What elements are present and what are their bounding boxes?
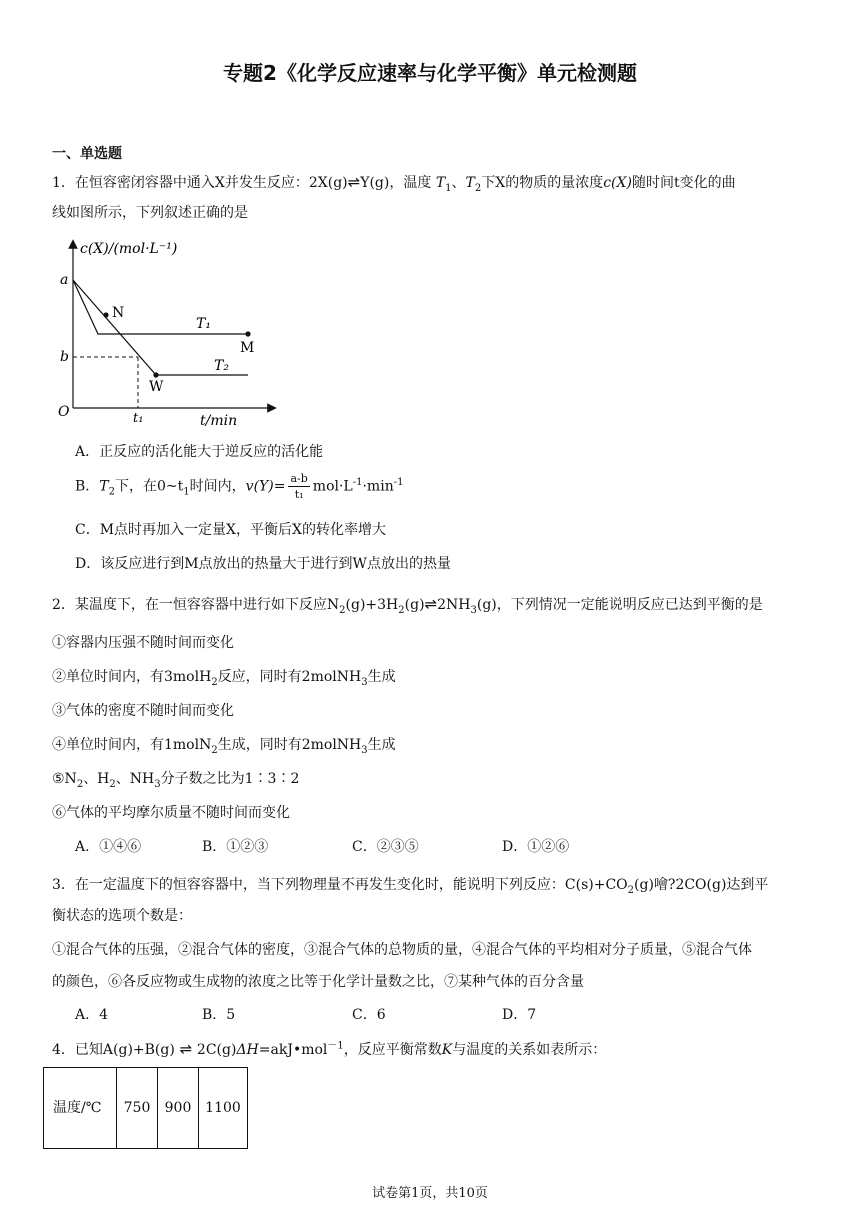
q3-option-c[interactable]: C．6 [352,1007,386,1023]
rate-fraction: $\frac{a-b}{\text{t₁}}$ [290,472,308,501]
q3-stem-line4: 的颜色，⑥各反应物或生成物的浓度之比等于化学计量数之比，⑦某种气体的百分含量 [52,974,584,990]
graph-t1-tick-label: t₁ [133,411,144,426]
graph-m-label: M [240,340,255,356]
graph-x-label: t/min [200,413,238,429]
q3-option-b[interactable]: B．5 [202,1007,236,1023]
q2-item-2: ②单位时间内，有3molH$_2$反应，同时有2molNH$_3$生成 [52,669,396,688]
q1-concentration-graph [50,236,280,436]
graph-n-label: N [112,305,125,321]
graph-T2-label: T₂ [214,358,229,374]
q2-item-5: $⑤N_2$、$H_2$、$NH_3$分子数之比为1∶3∶2 [52,771,300,790]
table-cell-1100: 1100 [199,1068,248,1149]
table-header-cell: 温度/℃ [44,1068,117,1149]
q1-stem-line2: 线如图所示，下列叙述正确的是 [52,205,248,221]
q1-option-a[interactable]: A．正反应的活化能大于逆反应的活化能 [75,444,324,460]
equilibrium-arrow-icon: ⇌ [174,1040,197,1058]
q2-item-4: ④单位时间内，有1molN$_2$生成，同时有2molNH$_3$生成 [52,737,396,756]
q3-stem-line1: 3．在一定温度下的恒容容器中，当下列物理量不再发生变化时，能说明下列反应：$C(s)+CO_2(g)$噲?2CO(g)达到平 [52,877,769,896]
graph-y-label: c(X)/(mol·L⁻¹) [80,241,178,257]
q4-stem: 4．已知A(g)+B(g) ⇌ 2C(g)ΔH=akJ•mol$^{-1}$，反应平衡常数K与温度的关系如表所示： [52,1040,607,1058]
q2-item-3: ③气体的密度不随时间而变化 [52,703,234,719]
q2-option-c[interactable]: C．②③⑤ [352,839,419,855]
q3-option-a[interactable]: A．4 [75,1007,109,1023]
q3-stem-line3: ①混合气体的压强，②混合气体的密度，③混合气体的总物质的量，④混合气体的平均相对分子质量，⑤混合气体 [52,942,752,958]
section-heading: 一、单选题 [52,146,122,162]
k-temperature-table [43,1067,248,1149]
q2-option-b[interactable]: B．①②③ [202,839,269,855]
q2-item-6: ⑥气体的平均摩尔质量不随时间而变化 [52,805,290,821]
page-title: 专题2《化学反应速率与化学平衡》单元检测题 [223,61,637,85]
garbled-arrow-glyph: 噲? [653,877,676,893]
q2-stem: 2．某温度下，在一恒容容器中进行如下反应$N_2(g)+3H_2(g)\rightleftharpoons 2NH_3(g)$，下列情况一定能说明反应已达到平衡的是 [52,595,763,616]
graph-T1-label: T₁ [196,316,211,332]
q2-option-a[interactable]: A．①④⑥ [75,839,142,855]
q1-option-c[interactable]: C．M点时再加入一定量X，平衡后X的转化率增大 [75,522,386,538]
point-m [245,331,250,336]
q2-option-d[interactable]: D．①②⑥ [502,839,570,855]
t1-curve [73,280,248,334]
graph-b-label: b [60,349,69,365]
table-cell-900: 900 [158,1068,199,1149]
q1-option-d[interactable]: D．该反应进行到M点放出的热量大于进行到W点放出的热量 [75,556,451,572]
q1-option-b[interactable]: B．$T_2$下，在$0\sim t_1$时间内，v(Y)= $\frac{a-b}{\text{t₁}}$ $mol\cdot L^{-1}\cdot\min^{-1}$ [75,472,404,501]
q1-stem-line1: 1．在恒容密闭容器中通入X并发生反应：2X(g)⇌Y(g)，温度 $T_1$、$T_2$下X的物质的量浓度c(X)随时间t变化的曲 [52,173,736,194]
q3-option-d[interactable]: D．7 [502,1007,537,1023]
point-n [103,312,108,317]
equilibrium-arrow-icon: ⇌ [347,173,361,191]
graph-origin-label: O [58,404,70,420]
point-w [153,372,158,377]
q2-item-1: ①容器内压强不随时间而变化 [52,635,234,651]
table-row [44,1068,248,1149]
graph-w-label: W [149,379,164,395]
q3-stem-line2: 衡状态的选项个数是： [52,908,192,924]
page-footer: 试卷第1页，共10页 [372,1186,488,1201]
graph-a-label: a [60,272,69,288]
table-cell-750: 750 [117,1068,158,1149]
equilibrium-arrow-icon: ⇌ [424,595,438,613]
